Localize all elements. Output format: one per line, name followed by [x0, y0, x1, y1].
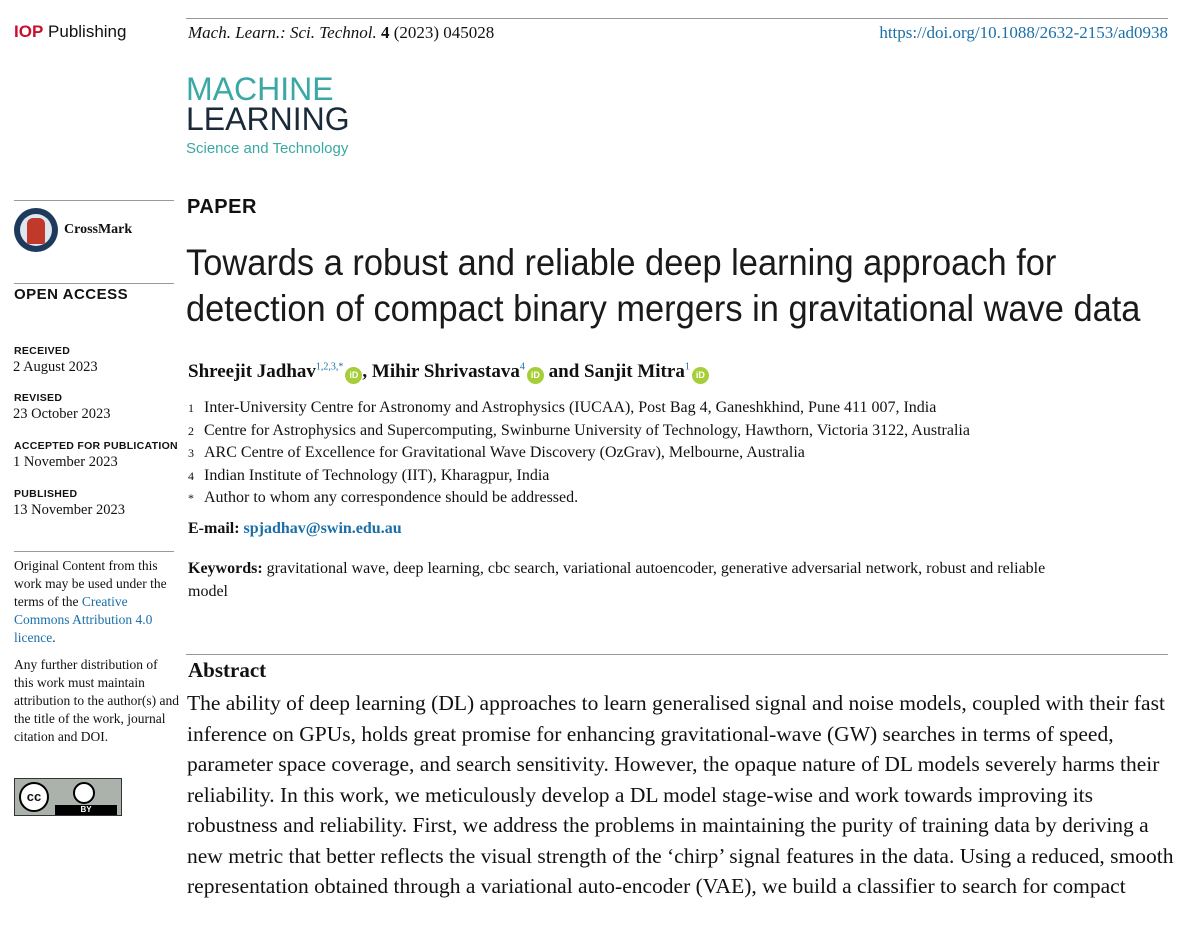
- crossmark-icon: [14, 208, 58, 252]
- sidebar-divider: [14, 200, 174, 201]
- orcid-icon[interactable]: iD: [527, 367, 544, 384]
- orcid-icon[interactable]: iD: [692, 367, 709, 384]
- cc-licence-link[interactable]: Creative Commons Attribution 4.0 licence: [14, 594, 153, 645]
- abstract-heading: Abstract: [188, 658, 267, 682]
- abstract-divider: [186, 654, 1168, 655]
- affiliation-row: 1 Inter-University Centre for Astronomy and Astrophysics (IUCAA), Post Bag 4, Ganeshkhind, Pune 411 007, India: [188, 399, 937, 416]
- orcid-icon[interactable]: iD: [345, 367, 362, 384]
- author-affil-sup[interactable]: 4: [519, 361, 525, 373]
- email-link[interactable]: spjadhav@swin.edu.au: [243, 520, 402, 537]
- license-text: Original Content from this work may be used under the terms of the Creative Commons Attribution 4.0 licence.: [14, 558, 167, 645]
- title-line: Towards a robust and reliable deep learning approach for: [186, 242, 1057, 283]
- affiliation-row: 4 Indian Institute of Technology (IIT), Kharagpur, India: [188, 466, 550, 484]
- author-name: Mihir Shrivastava: [371, 361, 520, 382]
- distribution-text: Any further distribution of this work must maintain attribution to the author(s) and the title of the work, journal citation and DOI.: [14, 657, 179, 744]
- received-date: 2 August 2023: [13, 359, 98, 375]
- author-name: Shreejit Jadhav: [188, 361, 316, 382]
- published-date: 13 November 2023: [13, 502, 125, 518]
- author-affil-sup[interactable]: 1,2,3,*: [315, 361, 344, 373]
- author-affil-sup[interactable]: 1: [684, 361, 690, 373]
- affiliation-row: 2 Centre for Astrophysics and Supercomputing, Swinburne University of Technology, Hawthorn, Victoria 3122, Australia: [188, 421, 970, 439]
- keywords: Keywords: gravitational wave, deep learning, cbc search, variational autoencoder, generative adversarial network, robust and reliable model: [188, 560, 1046, 600]
- open-access-label: OPEN ACCESS: [14, 286, 129, 303]
- accepted-date: 1 November 2023: [13, 454, 118, 470]
- journal-logo: [186, 71, 350, 157]
- person-icon: [73, 782, 95, 804]
- title-line: detection of compact binary mergers in gravitational wave data: [186, 288, 1141, 329]
- abstract-text: The ability of deep learning (DL) approaches to learn generalised signal and noise models, coupled with their fast inference on GPUs, holds great promise for enhancing gravitational-wave (GW) searches in terms of speed, parameter space coverage, and search sensitivity. However, the opaque nature of DL models severely harms their reliability. In this work, we meticulously develop a DL model stage-wise and work towards improving its robustness and reliability. First, we address the problems in maintaining the purity of training data by deriving a new metric that better reflects the visual strength of the ‘chirp’ signal features in the data. Using a reduced, smooth representation obtained through a variational auto-encoder (VAE), we build a classifier to search for compact: [187, 691, 1174, 898]
- author-list: Shreejit Jadhav$^{1,2,3,*}$iD , Mihir Shrivastava$^4$iD and Sanjit Mitra$^1$iD: [188, 361, 709, 384]
- by-label: BY: [55, 805, 117, 815]
- affiliation-row: 3 ARC Centre of Excellence for Gravitational Wave Discovery (OzGrav), Melbourne, Australia: [188, 444, 805, 462]
- revised-date: 23 October 2023: [13, 406, 111, 422]
- crossmark-label: CrossMark: [64, 222, 133, 237]
- author-name: Sanjit Mitra: [584, 361, 685, 382]
- doi-link[interactable]: https://doi.org/10.1088/2632-2153/ad0938: [879, 23, 1168, 42]
- affiliation-row: * Author to whom any correspondence should be addressed.: [188, 489, 579, 507]
- received-label: RECEIVED: [14, 345, 71, 357]
- cc-by-badge[interactable]: [14, 778, 122, 816]
- header-divider: [186, 18, 1168, 19]
- journal-logo-line1: MACHINE: [186, 71, 334, 107]
- section-label: PAPER: [187, 196, 257, 218]
- journal-citation: Mach. Learn.: Sci. Technol. 4 (2023) 045028: [188, 23, 495, 42]
- sidebar-divider: [14, 551, 174, 552]
- crossmark-button[interactable]: [14, 208, 132, 252]
- cc-icon: cc: [19, 782, 49, 812]
- revised-label: REVISED: [14, 392, 63, 404]
- affiliations: [188, 397, 970, 510]
- journal-logo-line2: LEARNING: [186, 101, 350, 137]
- publisher-logo: IOP Publishing: [14, 22, 127, 41]
- article-title: [186, 240, 1141, 332]
- sidebar-divider: [14, 283, 174, 284]
- published-label: PUBLISHED: [14, 488, 78, 500]
- email-line: E-mail: spjadhav@swin.edu.au: [188, 520, 402, 537]
- by-icon: [55, 782, 117, 812]
- journal-logo-line3: Science and Technology: [186, 140, 349, 157]
- accepted-label: ACCEPTED FOR PUBLICATION: [14, 440, 178, 452]
